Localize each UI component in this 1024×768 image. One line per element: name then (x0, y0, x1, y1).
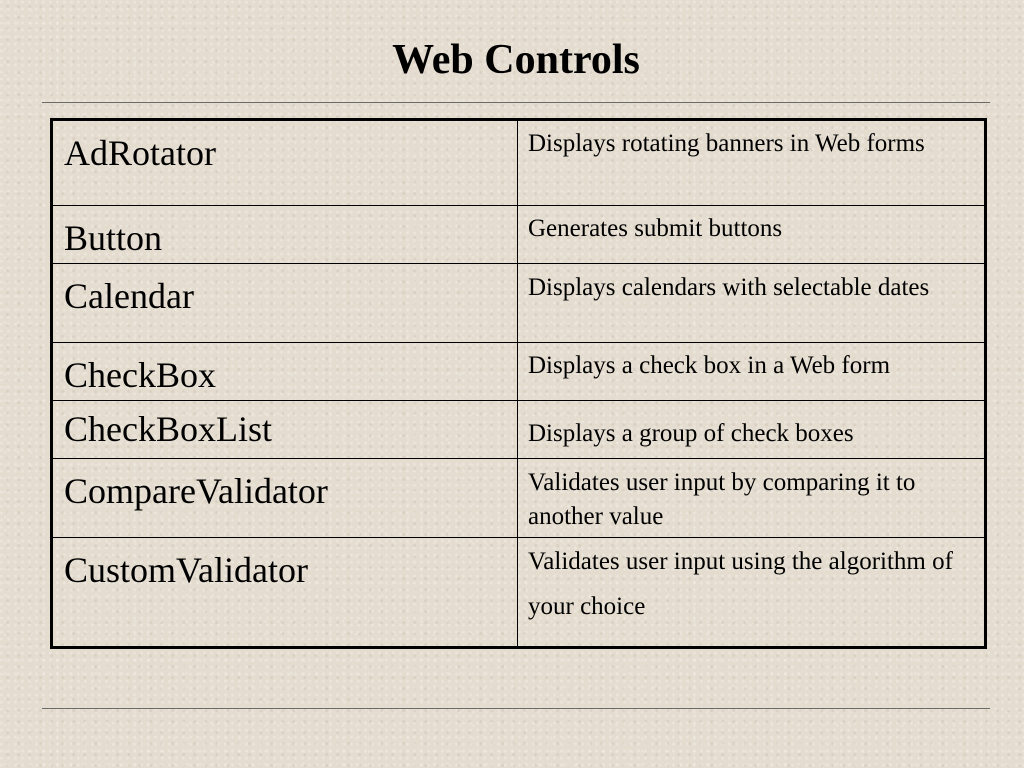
table-row (52, 538, 986, 648)
control-description-cell (518, 206, 986, 264)
control-description-cell (518, 459, 986, 538)
slide-title: Web Controls (392, 37, 640, 83)
control-name: CheckBox (64, 355, 216, 395)
control-name-cell (52, 459, 518, 538)
control-name: Calendar (64, 276, 194, 316)
control-description: Generates submit buttons (528, 215, 783, 242)
table-row (52, 120, 986, 206)
control-description: Displays rotating banners in Web forms (528, 130, 925, 157)
control-name: CheckBoxList (64, 409, 272, 449)
control-name-cell (52, 264, 518, 343)
control-name: Button (64, 218, 163, 258)
control-name: CompareValidator (64, 471, 328, 511)
control-name-cell (52, 343, 518, 401)
control-name-cell (52, 401, 518, 459)
control-description: Validates user input using the algorithm of your choice (528, 548, 953, 620)
control-name-cell (52, 120, 518, 206)
bottom-divider (42, 708, 990, 709)
control-description-cell (518, 538, 986, 648)
table-row (52, 264, 986, 343)
control-description-cell (518, 343, 986, 401)
table-row (52, 459, 986, 538)
control-name-cell (52, 538, 518, 648)
table-row (52, 206, 986, 264)
control-description: Displays a check box in a Web form (528, 352, 891, 379)
control-description: Validates user input by comparing it to another value (528, 469, 916, 530)
control-name: AdRotator (64, 133, 216, 173)
controls-table (50, 118, 987, 649)
control-description: Displays calendars with selectable dates (528, 274, 930, 301)
table-row (52, 343, 986, 401)
control-description: Displays a group of check boxes (528, 420, 854, 447)
control-name-cell (52, 206, 518, 264)
control-description-cell (518, 120, 986, 206)
controls-table-wrapper (50, 118, 984, 646)
top-divider (42, 102, 990, 103)
control-name: CustomValidator (64, 550, 308, 590)
control-description-cell (518, 401, 986, 459)
control-description-cell (518, 264, 986, 343)
table-row (52, 401, 986, 459)
